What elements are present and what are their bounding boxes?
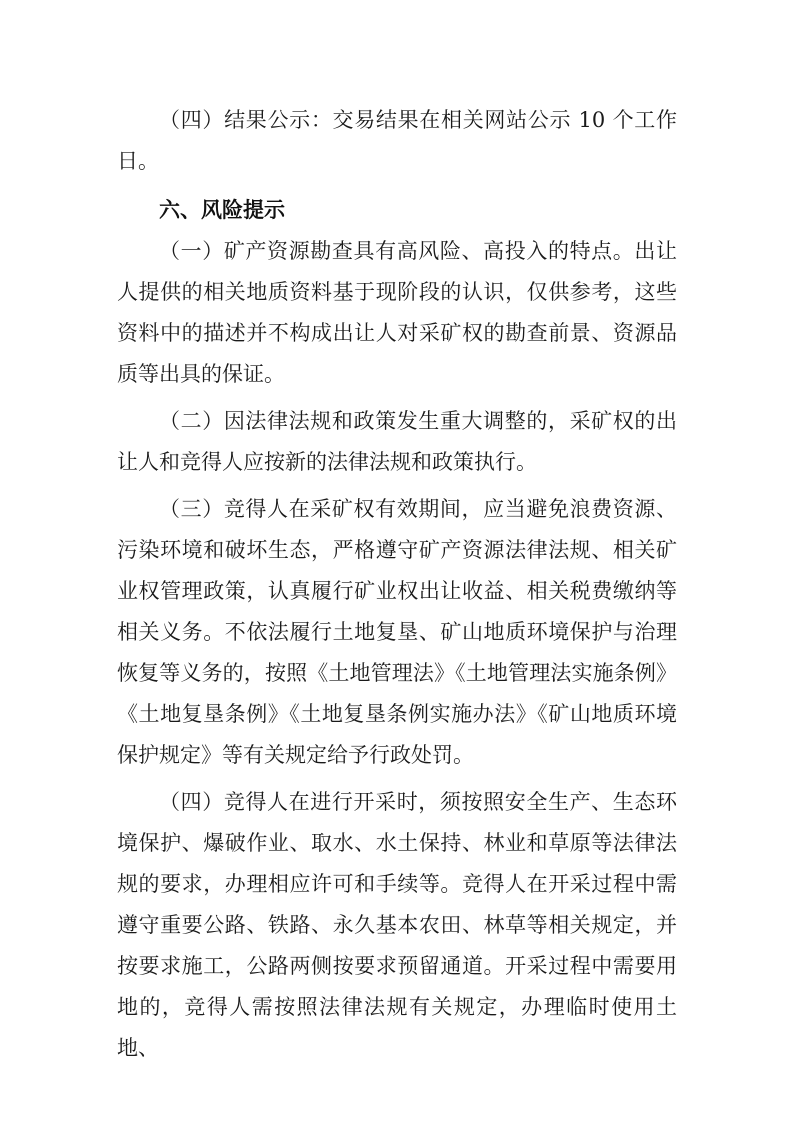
paragraph-risk-1: （一）矿产资源勘查具有高风险、高投入的特点。出让人提供的相关地质资料基于现阶段的认识，仅供参考，这些资料中的描述并不构成出让人对采矿权的勘查前景、资源品质等出具的保证。 [117, 239, 677, 386]
section-heading-risk: 六、风险提示 [159, 198, 285, 222]
paragraph-risk-3: （三）竞得人在采矿权有效期间，应当避免浪费资源、污染环境和破坏生态，严格遵守矿产资源法律法规、相关矿业权管理政策，认真履行矿业权出让收益、相关税费缴纳等相关义务。不依法履行土地复垦、矿山地质环境保护与治理恢复等义务的，按照《土地管理法》《土地管理法实施条例》《土地复垦条例》《土地复垦条例实施办法》《矿山地质环境保护规定》等有关规定给予行政处罚。 [117, 497, 677, 767]
paragraph-risk-2: （二）因法律法规和政策发生重大调整的，采矿权的出让人和竞得人应按新的法律法规和政策执行。 [117, 409, 677, 474]
paragraph-result-publicity: （四）结果公示：交易结果在相关网站公示 10 个工作日。 [117, 108, 677, 173]
document-body [117, 100, 677, 1069]
paragraph-risk-4: （四）竞得人在进行开采时，须按照安全生产、生态环境保护、爆破作业、取水、水土保持、林业和草原等法律法规的要求，办理相应许可和手续等。竞得人在开采过程中需遵守重要公路、铁路、永久基本农田、林草等相关规定，并按要求施工，公路两侧按要求预留通道。开采过程中需要用地的，竞得人需按照法律法规有关规定，办理临时使用土地、 [117, 790, 677, 1060]
